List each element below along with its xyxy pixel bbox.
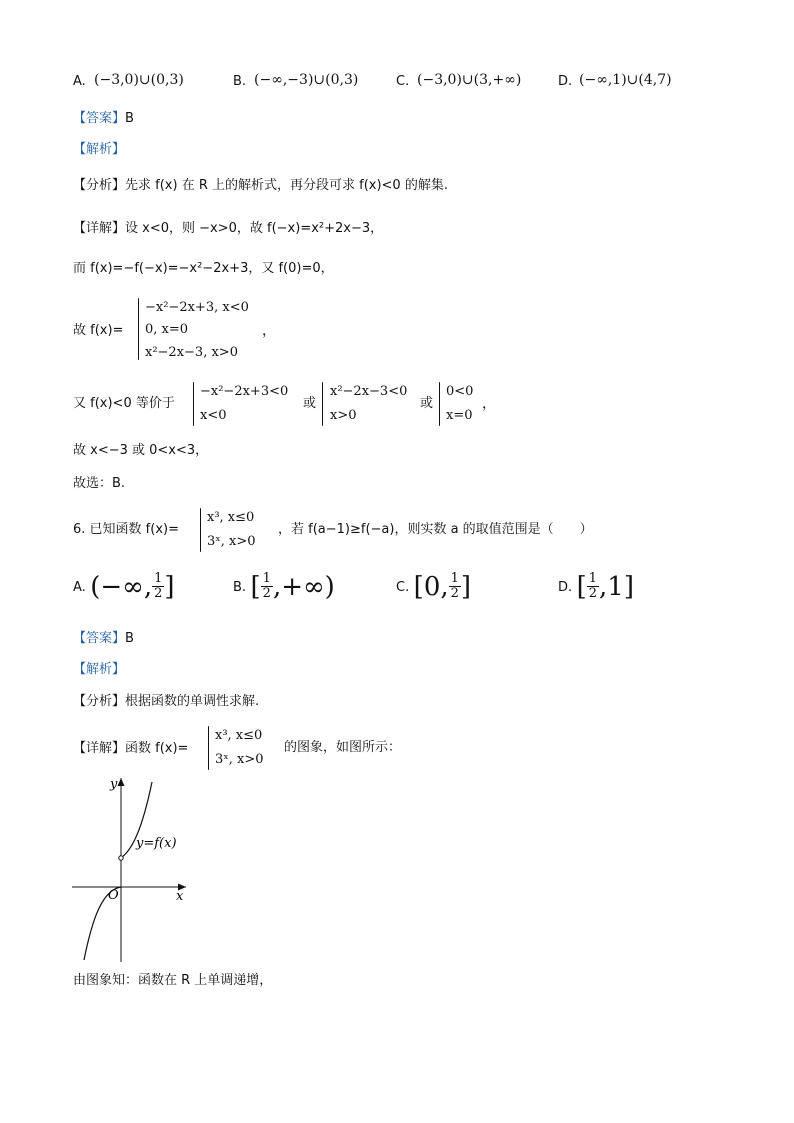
option-left: (−∞, (90, 571, 153, 602)
q6-piece-line-1: x³, x≤0 (207, 510, 255, 525)
q6-option-d (558, 572, 634, 602)
piece-line-3: x²−2x−3, x>0 (145, 345, 238, 360)
option-right: ,+∞) (272, 571, 335, 602)
option-left: [0, (413, 571, 449, 602)
q5-option-d-text: (−∞,1)∪(4,7) (579, 72, 672, 88)
q5-fenxi-row (73, 178, 448, 192)
q5-option-d-label: D. (558, 74, 573, 89)
q5-option-c-label: C. (396, 74, 410, 89)
fenxi-text: 根据函数的单调性求解. (125, 694, 260, 709)
analysis-tag: 【解析】 (73, 142, 126, 157)
fraction (152, 572, 164, 602)
q6-option-a (73, 572, 175, 602)
detail-tag: 【详解】 (73, 741, 126, 756)
piecewise-suffix: ， (262, 323, 276, 339)
q5-option-c-text: (−3,0)∪(3,+∞) (417, 72, 522, 88)
fenxi-text: 先求 f(x) 在 R 上的解析式，再分段可求 f(x)<0 的解集. (125, 178, 448, 193)
option-left: [ (576, 571, 587, 602)
option-label: C. (396, 579, 410, 595)
conclusion-line: 故 x<−3 或 0<x<3， (73, 443, 209, 458)
detail-line-2: 而 f(x)=−f(−x)=−x²−2x+3，又 f(0)=0， (73, 261, 334, 276)
open-point (119, 856, 123, 860)
fenxi-tag: 【分析】 (73, 178, 126, 193)
q5-answer-row (73, 111, 134, 125)
brace (322, 382, 323, 426)
brace (200, 508, 201, 552)
sys3-line-1: 0<0 (446, 384, 474, 399)
q6-detail-piece-2: 3ˣ, x>0 (215, 752, 264, 767)
choose-line: 故选：B. (73, 476, 126, 491)
fenxi-tag: 【分析】 (73, 694, 126, 709)
numerator: 1 (588, 571, 598, 586)
final-line: 由图象知：函数在 R 上单调递增， (73, 973, 273, 988)
piece-line-1: −x²−2x+3, x<0 (145, 300, 249, 315)
sys3-line-2: x=0 (446, 408, 473, 423)
q6-detail-piece-1: x³, x≤0 (215, 728, 263, 743)
or-word: 或 (303, 396, 317, 411)
q6-stem-prefix: 6. 已知函数 f(x)= (73, 522, 179, 537)
answer-value: B (125, 631, 134, 646)
answer-tag: 【答案】 (73, 111, 126, 126)
q6-answer-row (73, 631, 134, 645)
fraction (261, 572, 273, 602)
sys2-line-2: x>0 (330, 408, 357, 423)
x-axis-label: x (176, 889, 184, 904)
q6-detail-suffix: 的图象，如图所示： (284, 740, 402, 755)
q6-fenxi-row (73, 694, 259, 708)
option-label: A. (73, 579, 86, 595)
q6-option-b (233, 572, 335, 602)
q6-piece-line-2: 3ˣ, x>0 (207, 534, 256, 549)
numerator: 1 (154, 571, 163, 586)
fraction (587, 572, 599, 602)
denominator: 2 (262, 586, 271, 602)
piecewise-prefix: 故 f(x)= (73, 323, 124, 338)
function-graph (64, 770, 204, 965)
q5-option-b-text: (−∞,−3)∪(0,3) (254, 72, 359, 88)
analysis-tag: 【解析】 (73, 662, 126, 677)
numerator: 1 (450, 571, 459, 586)
y-axis-arrow (118, 778, 125, 786)
equiv-suffix: ， (482, 396, 496, 412)
piece-line-2: 0, x=0 (145, 322, 189, 337)
detail-prefix: 函数 f(x)= (125, 741, 189, 756)
option-left: [ (250, 571, 261, 602)
answer-tag: 【答案】 (73, 631, 126, 646)
option-right: ] (164, 571, 175, 602)
q5-detail-row (73, 221, 383, 235)
denominator: 2 (450, 586, 459, 602)
numerator: 1 (262, 571, 271, 586)
equiv-prefix: 又 f(x)<0 等价于 (73, 396, 175, 411)
detail-tag: 【详解】 (73, 221, 126, 236)
sys1-line-1: −x²−2x+3<0 (200, 384, 289, 399)
q6-option-c (396, 572, 471, 602)
denominator: 2 (588, 586, 598, 602)
option-right: ,1] (599, 571, 634, 602)
brace (208, 726, 209, 770)
curve-label: y=f(x) (136, 836, 177, 851)
q6-stem-suffix: ，若 f(a−1)≥f(−a)，则实数 a 的取值范围是（ ） (278, 522, 593, 537)
brace (193, 382, 194, 426)
detail-line-1: 设 x<0，则 −x>0，故 f(−x)=x²+2x−3， (125, 221, 384, 236)
q5-option-a-label: A. (73, 74, 86, 89)
fraction (449, 572, 461, 602)
brace (439, 382, 440, 426)
denominator: 2 (154, 586, 163, 602)
brace (138, 298, 139, 360)
q5-option-b-label: B. (233, 74, 247, 89)
y-axis-label: y (110, 777, 118, 792)
answer-value: B (125, 111, 134, 126)
sys2-line-1: x²−2x−3<0 (330, 384, 408, 399)
q5-option-a-text: (−3,0)∪(0,3) (94, 72, 184, 88)
q6-detail-row (73, 741, 188, 755)
origin-label: O (108, 888, 119, 903)
option-right: ] (460, 571, 472, 602)
option-label: B. (233, 579, 247, 595)
sys1-line-2: x<0 (200, 408, 227, 423)
option-label: D. (558, 579, 573, 595)
or-word: 或 (420, 396, 434, 411)
